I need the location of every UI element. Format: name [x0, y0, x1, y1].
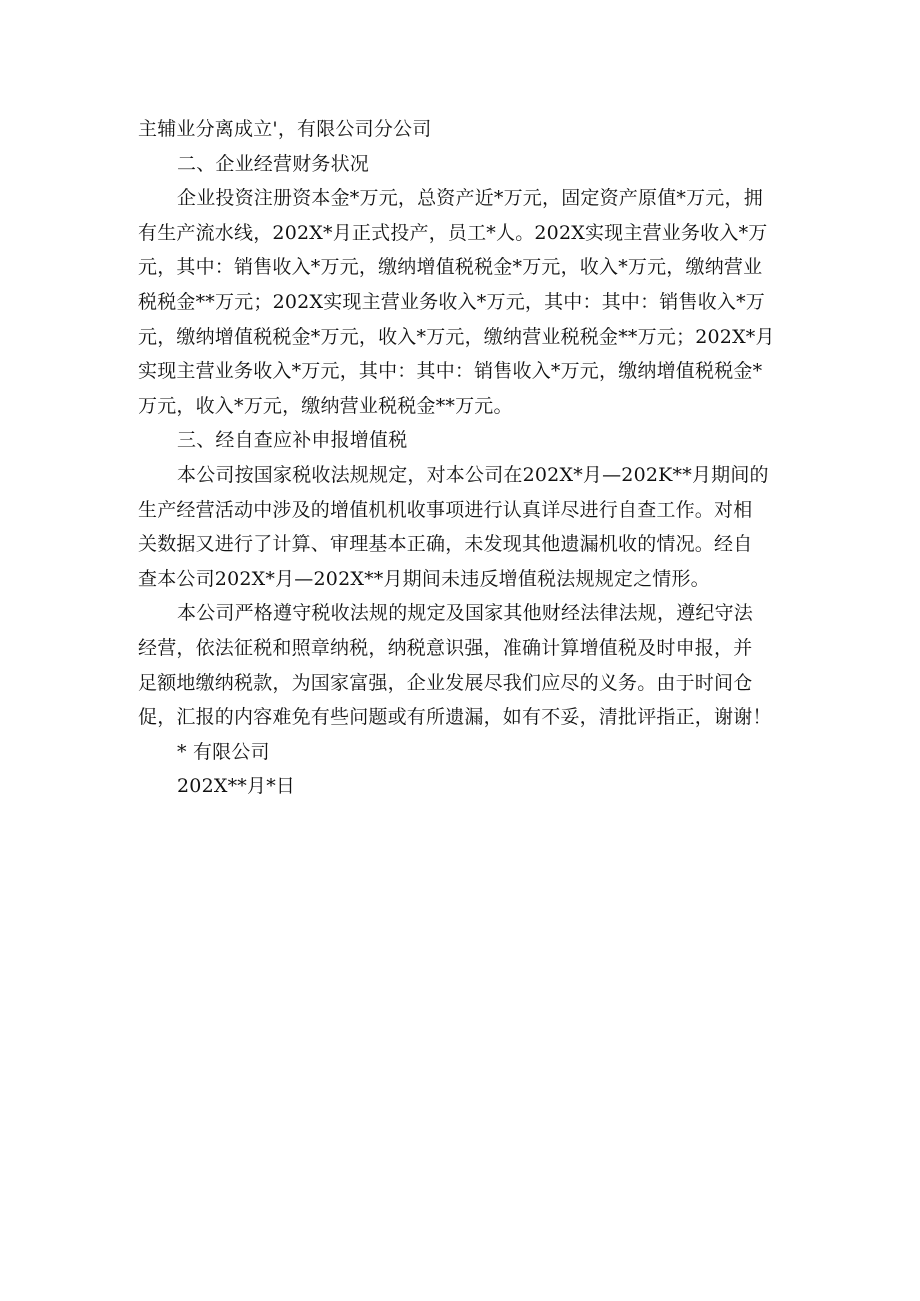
section3-para1-line-1: 本公司按国家税收法规规定，对本公司在202X*月—202K**月期间的 [177, 463, 769, 486]
signature-company: * 有限公司 [177, 740, 270, 763]
section2-line-6: 实现主营业务收入*万元，其中：其中：销售收入*万元，缴纳增值税税金* [138, 360, 763, 383]
section2-line-2: 有生产流水线，202X*月正式投产，员工*人。202X实现主营业务收入*万 [138, 221, 768, 244]
section3-para2-line-2: 经营，依法征税和照章纳税，纳税意识强，准确计算增值税及时申报，并 [138, 636, 753, 659]
section3-para1-line-4: 查本公司202X*月—202X**月期间未违反增值税法规规定之情形。 [138, 567, 710, 590]
section3-para2-line-4: 促，汇报的内容难免有些问题或有所遗漏，如有不妥，清批评指正，谢谢！ [138, 706, 772, 729]
section2-line-1: 企业投资注册资本金*万元，总资产近*万元，固定资产原值*万元，拥 [177, 187, 763, 210]
section3-para2-line-1: 本公司严格遵守税收法规的规定及国家其他财经法律法规，遵纪守法 [177, 602, 754, 625]
signature-date: 202X**月*日 [177, 775, 296, 798]
section3-para1-line-2: 生产经营活动中涉及的增值机机收事项进行认真详尽进行自查工作。对相 [138, 498, 753, 521]
section2-heading: 二、企业经营财务状况 [177, 152, 370, 175]
section2-line-7: 万元，收入*万元，缴纳营业税税金**万元。 [138, 394, 513, 417]
section3-para1-line-3: 关数据又进行了计算、审理基本正确，未发现其他遗漏机收的情况。经自 [138, 533, 753, 556]
section2-line-4: 税税金**万元；202X实现主营业务收入*万元，其中：其中：销售收入*万 [138, 290, 765, 313]
section3-para2-line-3: 足额地缴纳税款，为国家富强，企业发展尽我们应尽的义务。由于时间仓 [138, 671, 753, 694]
section3-heading: 三、经自查应补申报增值税 [177, 429, 408, 452]
intro-tail-line: 主辅业分离成立'，有限公司分公司 [138, 118, 432, 140]
section2-line-3: 元，其中：销售收入*万元，缴纳增值税税金*万元，收入*万元，缴纳营业 [138, 256, 763, 279]
section2-line-5: 元，缴纳增值税税金*万元，收入*万元，缴纳营业税税金**万元；202X*月 [138, 325, 775, 348]
document-page [138, 112, 790, 804]
